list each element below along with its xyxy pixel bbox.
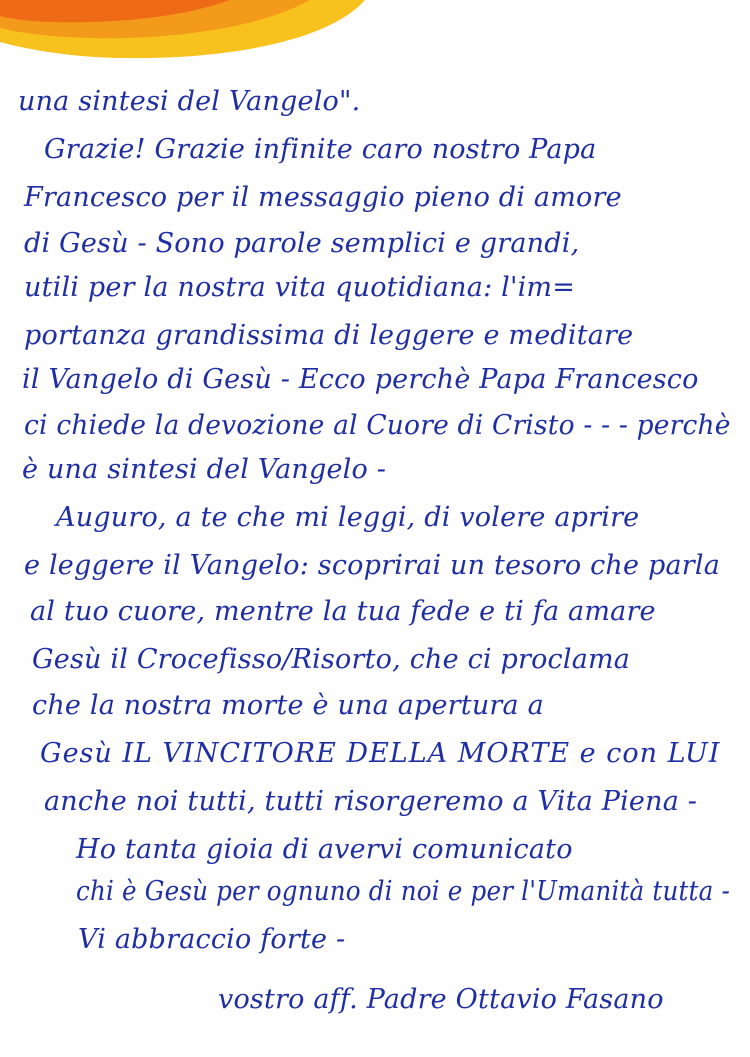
letter-line-14: che la nostra morte è una apertura a — [32, 690, 544, 721]
letter-line-9: è una sintesi del Vangelo - — [22, 454, 387, 485]
letter-line-18: chi è Gesù per ognuno di noi e per l'Umanità tutta - — [76, 876, 730, 907]
letter-line-17: Ho tanta gioia di avervi comunicato — [76, 834, 573, 865]
letter-line-11: e leggere il Vangelo: scoprirai un tesoro che parla — [24, 550, 720, 581]
orange-swoosh-decoration — [0, 0, 750, 70]
letter-line-13: Gesù il Crocefisso/Risorto, che ci proclama — [32, 644, 631, 675]
letter-line-10: Auguro, a te che mi leggi, di volere aprire — [56, 502, 640, 533]
signature: vostro aff. Padre Ottavio Fasano — [218, 984, 664, 1015]
letter-line-15: Gesù IL VINCITORE DELLA MORTE e con LUI — [40, 738, 721, 769]
letter-line-4: di Gesù - Sono parole semplici e grandi, — [24, 228, 580, 259]
letter-line-2: Grazie! Grazie infinite caro nostro Papa — [44, 134, 597, 165]
letter-line-8: ci chiede la devozione al Cuore di Cristo - - - perchè — [24, 410, 731, 441]
letter-line-12: al tuo cuore, mentre la tua fede e ti fa amare — [30, 596, 656, 627]
letter-line-7: il Vangelo di Gesù - Ecco perchè Papa Francesco — [22, 364, 699, 395]
letter-line-3: Francesco per il messaggio pieno di amore — [24, 182, 622, 213]
letter-line-1: una sintesi del Vangelo". — [18, 86, 361, 117]
letter-line-19: Vi abbraccio forte - — [78, 924, 346, 955]
letter-line-16: anche noi tutti, tutti risorgeremo a Vita Piena - — [44, 786, 698, 817]
letter-line-6: portanza grandissima di leggere e meditare — [24, 320, 634, 351]
letter-line-5: utili per la nostra vita quotidiana: l'im= — [24, 272, 576, 303]
